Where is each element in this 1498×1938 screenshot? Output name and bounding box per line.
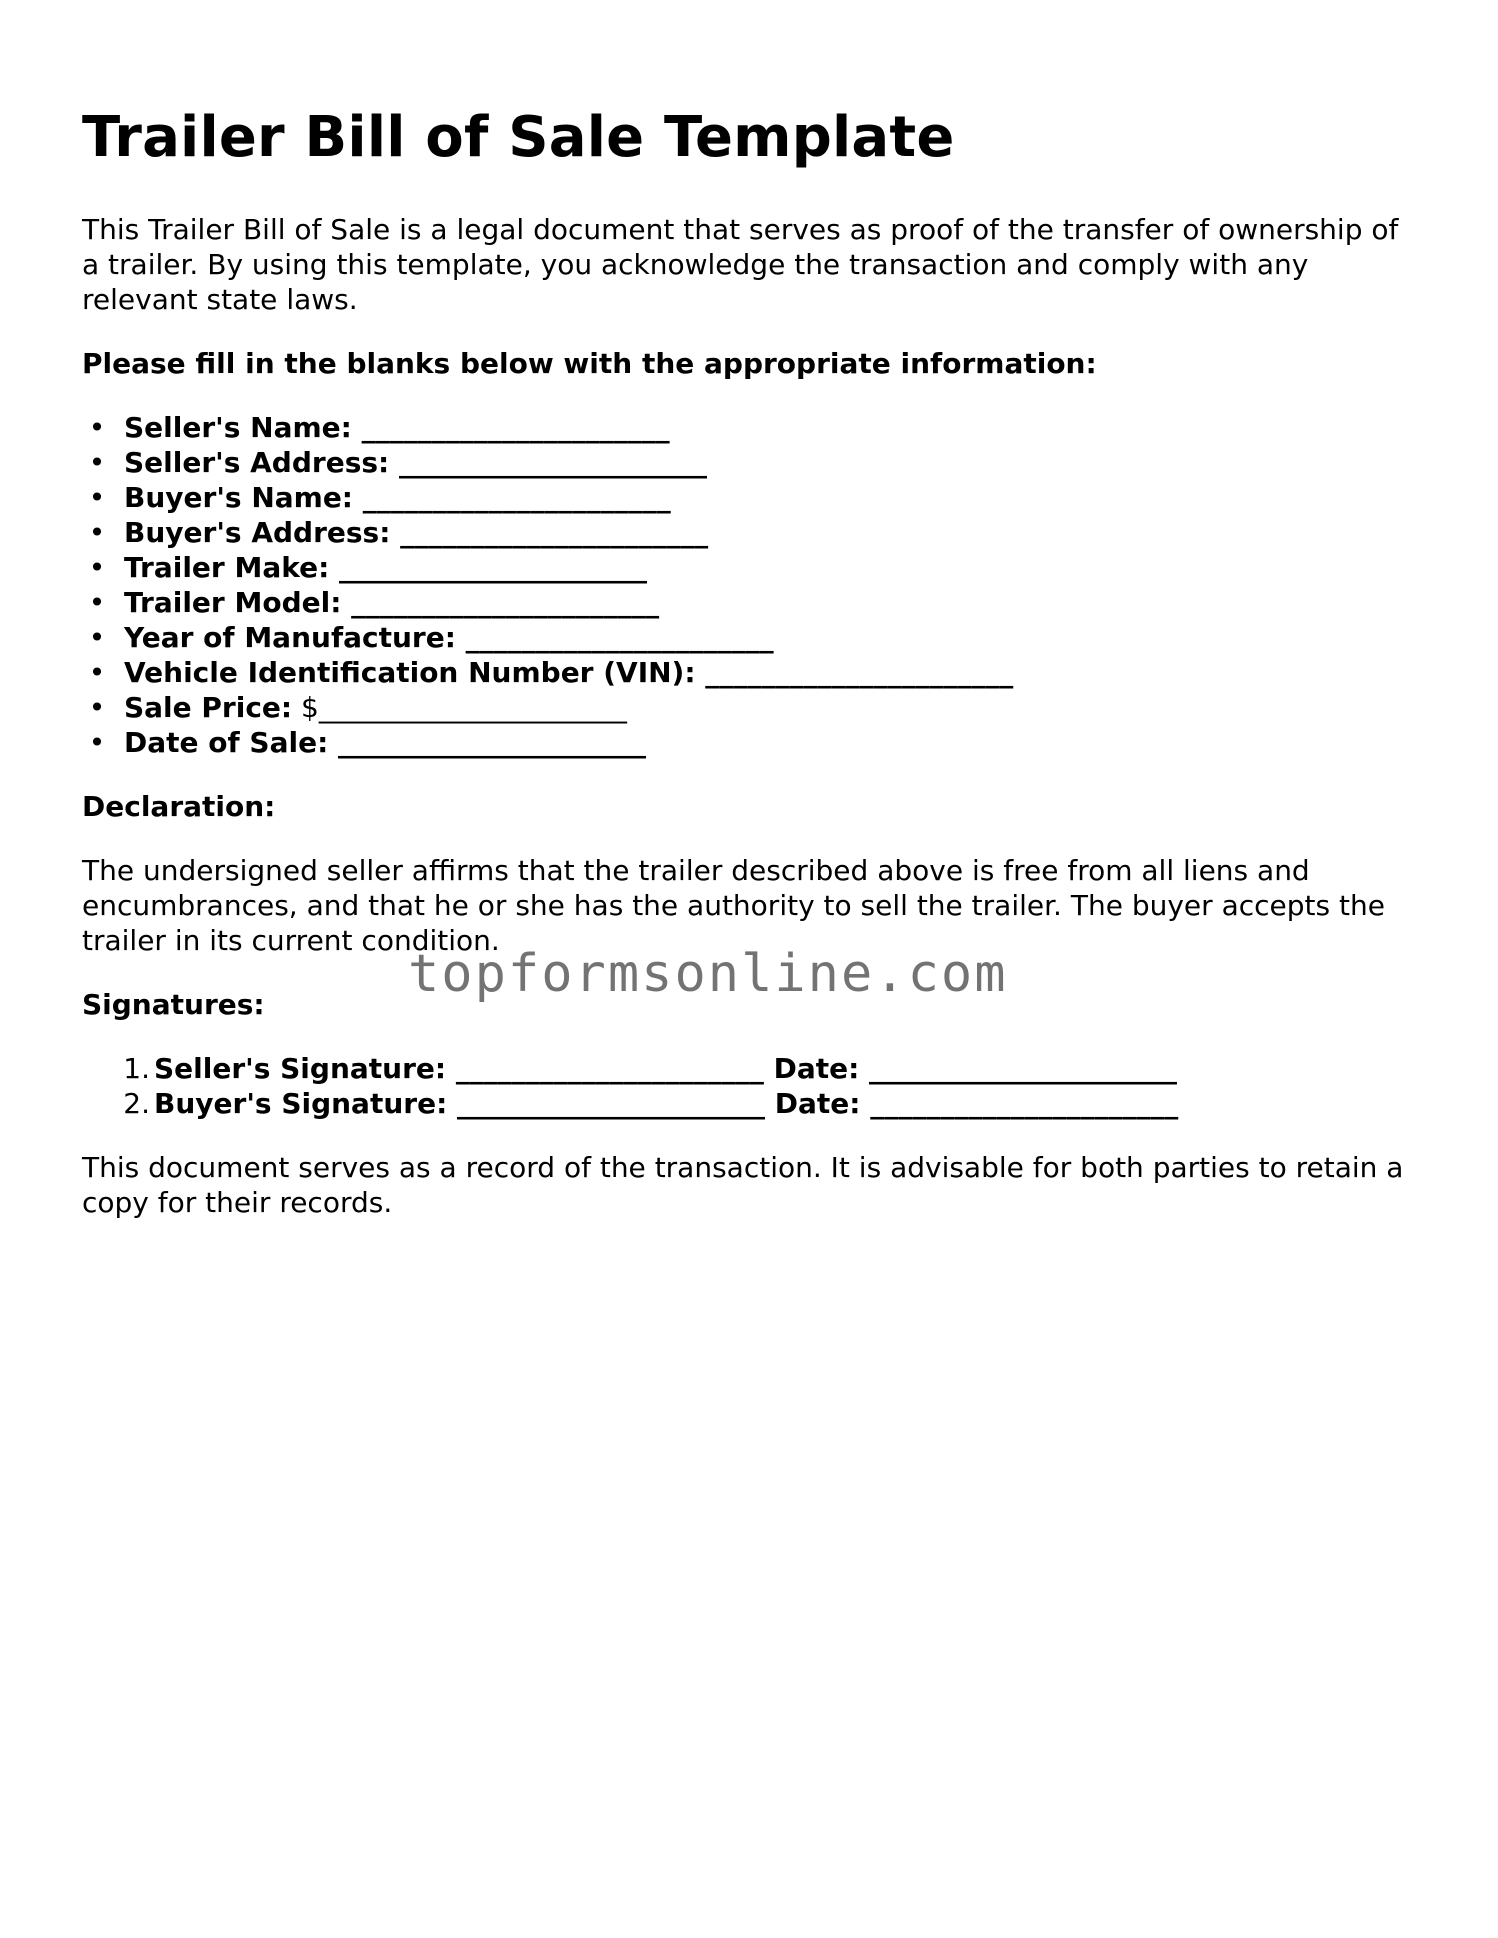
signatures-heading: Signatures: [82,988,265,1021]
field-label: Year of Manufacture: [124,621,456,654]
field-blank[interactable]: ______________________ [328,726,647,759]
field-label: Sale Price: [124,691,293,724]
list-item [123,1086,1422,1121]
bullet-icon: • [88,621,106,654]
field-blank[interactable]: ______________________ [390,516,709,549]
footer-note: This document serves as a record of the transaction. It is advisable for both parties to retain a copy for their records. [82,1151,1404,1219]
list-number: 1. [123,1052,150,1085]
field-blank[interactable]: ______________________ [455,621,774,654]
date-label: Date: [773,1052,860,1085]
list-item [88,585,1422,620]
date-blank[interactable]: ______________________ [859,1052,1178,1085]
list-item [88,515,1422,550]
field-blank[interactable]: ______________________ [351,411,670,444]
signature-blank[interactable]: ______________________ [446,1052,774,1085]
field-label: Date of Sale: [124,726,329,759]
list-item [123,1051,1422,1086]
field-blank[interactable]: ______________________ [695,656,1014,689]
list-item [88,620,1422,655]
list-item [88,445,1422,480]
field-blank[interactable]: ______________________ [329,551,648,584]
instructions: Please fill in the blanks below with the appropriate information: [82,347,1097,380]
bullet-icon: • [88,551,106,584]
bullet-icon: • [88,411,106,444]
signature-label: Buyer's Signature: [154,1087,448,1120]
watermark: topformsonline.com [408,944,1008,1004]
field-label: Buyer's Address: [124,516,391,549]
field-label: Seller's Address: [124,446,390,479]
field-label: Trailer Model: [124,586,342,619]
list-item [88,480,1422,515]
fields-list [82,410,1422,760]
bullet-icon: • [88,481,106,514]
list-item [88,550,1422,585]
field-blank[interactable]: ______________________ [389,446,707,479]
field-blank[interactable]: ______________________ [353,481,671,514]
list-item [88,410,1422,445]
bullet-icon: • [88,691,106,724]
list-item [88,690,1422,725]
list-number: 2. [123,1087,150,1120]
intro-paragraph: This Trailer Bill of Sale is a legal document that serves as proof of the transfer of ownership of a trailer. By using this template, you acknowledge the transaction and comply with any relevant state laws. [82,213,1399,316]
declaration-text: The undersigned seller affirms that the trailer described above is free from all liens and encumbrances, and that he or she has the authority to sell the trailer. The buyer accepts the trailer in its current condition. [82,854,1385,957]
bullet-icon: • [88,516,106,549]
page-title: Trailer Bill of Sale Template [82,105,955,170]
field-label: Trailer Make: [124,551,330,584]
signature-label: Seller's Signature: [154,1052,447,1085]
date-label: Date: [774,1087,861,1120]
bullet-icon: • [88,656,106,689]
declaration-heading: Declaration: [82,790,276,823]
date-blank[interactable]: ______________________ [860,1087,1179,1120]
field-label: Vehicle Identification Number (VIN): [124,656,696,689]
list-item [88,725,1422,760]
document-page [82,0,1422,1220]
bullet-icon: • [88,446,106,479]
field-blank[interactable]: $______________________ [292,691,627,724]
signatures-list [82,1051,1422,1121]
field-label: Buyer's Name: [124,481,354,514]
list-item [88,655,1422,690]
field-label: Seller's Name: [124,411,352,444]
bullet-icon: • [88,726,106,759]
signature-blank[interactable]: ______________________ [447,1087,775,1120]
field-blank[interactable]: ______________________ [341,586,660,619]
bullet-icon: • [88,586,106,619]
